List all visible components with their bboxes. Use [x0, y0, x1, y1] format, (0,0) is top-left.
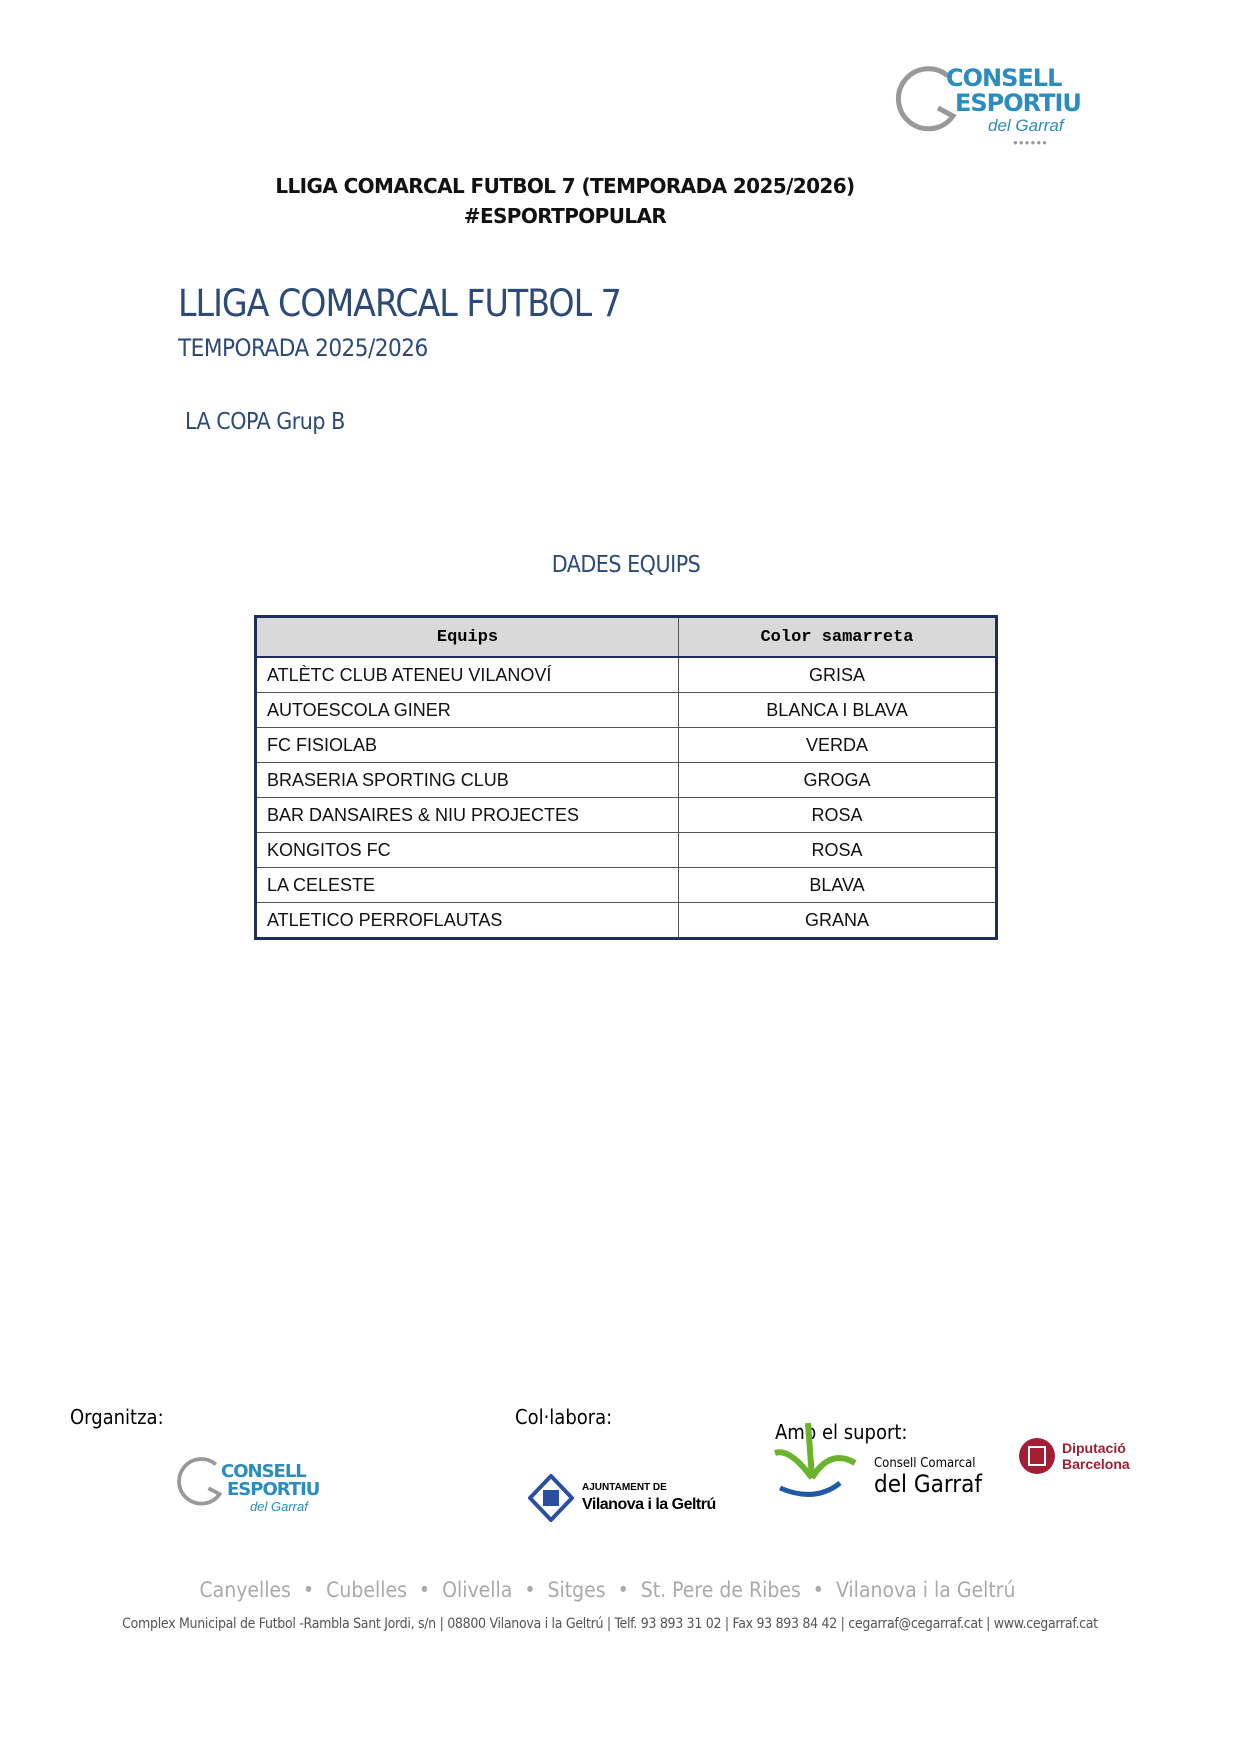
team-name: AUTOESCOLA GINER — [256, 693, 679, 728]
logo-swirl-icon — [175, 1457, 227, 1509]
shirt-color: ROSA — [679, 798, 997, 833]
organitza-label: Organitza: — [70, 1405, 164, 1429]
diputacio-emblem-icon — [1018, 1437, 1056, 1475]
section-title: DADES EQUIPS — [551, 552, 701, 578]
logo-line2: ESPORTIU — [227, 1479, 320, 1500]
team-name: FC FISIOLAB — [256, 728, 679, 763]
team-name: ATLÈTC CLUB ATENEU VILANOVÍ — [256, 657, 679, 693]
table-row — [256, 868, 997, 903]
group-title: LA COPA Grup B — [185, 409, 345, 435]
team-name: BAR DANSAIRES & NIU PROJECTES — [256, 798, 679, 833]
shirt-color: GRISA — [679, 657, 997, 693]
town: St. Pere de Ribes — [640, 1578, 801, 1602]
logo-line3: del Garraf — [988, 116, 1064, 135]
column-header-color: Color samarreta — [679, 617, 997, 658]
table-header-row — [256, 617, 997, 658]
towns-list: Canyelles • Cubelles • Olivella • Sitges • St. Pere de Ribes • Vilanova i la Geltrú — [199, 1578, 1016, 1602]
consell-comarcal-line2: del Garraf — [874, 1470, 982, 1498]
suport-label: Amb el suport: — [775, 1420, 908, 1444]
logo-line1: CONSELL — [946, 64, 1062, 92]
ajuntament-line1: AJUNTAMENT DE — [582, 1482, 667, 1493]
table-row — [256, 833, 997, 868]
logo-dots: ●●●●●● — [1013, 138, 1048, 147]
column-header-teams: Equips — [256, 617, 679, 658]
shirt-color: VERDA — [679, 728, 997, 763]
table-row — [256, 763, 997, 798]
town: Canyelles — [199, 1578, 292, 1602]
consell-esportiu-logo — [893, 62, 1081, 154]
team-name: KONGITOS FC — [256, 833, 679, 868]
header-line2: #ESPORTPOPULAR — [463, 204, 667, 228]
teams-table — [254, 615, 998, 940]
ajuntament-logo — [528, 1474, 748, 1524]
shirt-color: GROGA — [679, 763, 997, 798]
plant-icon — [770, 1418, 870, 1498]
table-row — [256, 693, 997, 728]
collabora-label: Col·labora: — [515, 1405, 613, 1429]
town: Sitges — [547, 1578, 606, 1602]
diputacio-line2: Barcelona — [1062, 1456, 1130, 1472]
logo-line1: CONSELL — [221, 1461, 306, 1482]
consell-comarcal-logo — [770, 1418, 990, 1508]
ajuntament-shield-icon — [528, 1474, 574, 1522]
logo-line3: del Garraf — [250, 1499, 308, 1514]
town: Cubelles — [326, 1578, 407, 1602]
organizer-logo — [175, 1455, 325, 1525]
table-row — [256, 798, 997, 833]
diputacio-logo — [1018, 1437, 1148, 1477]
footer-address: Complex Municipal de Futbol -Rambla Sant Jordi, s/n | 08800 Vilanova i la Geltrú | Telf. 93 893 31 02 | Fax 93 893 84 42 | cegarraf@cegarraf.cat | www.cegarraf.cat — [122, 1616, 1098, 1632]
shirt-color: GRANA — [679, 903, 997, 939]
table-row — [256, 728, 997, 763]
town: Vilanova i la Geltrú — [835, 1578, 1016, 1602]
page-title: LLIGA COMARCAL FUTBOL 7 — [178, 282, 621, 325]
diputacio-line1: Diputació — [1062, 1440, 1126, 1456]
team-name: LA CELESTE — [256, 868, 679, 903]
shirt-color: ROSA — [679, 833, 997, 868]
team-name: BRASERIA SPORTING CLUB — [256, 763, 679, 798]
season-subtitle: TEMPORADA 2025/2026 — [178, 334, 428, 362]
town: Olivella — [442, 1578, 513, 1602]
consell-comarcal-line1: Consell Comarcal — [874, 1456, 976, 1471]
logo-line2: ESPORTIU — [955, 89, 1081, 117]
ajuntament-line2: Vilanova i la Geltrú — [582, 1496, 716, 1513]
table-row — [256, 657, 997, 693]
shirt-color: BLANCA I BLAVA — [679, 693, 997, 728]
shirt-color: BLAVA — [679, 868, 997, 903]
table-row — [256, 903, 997, 939]
header-line1: LLIGA COMARCAL FUTBOL 7 (TEMPORADA 2025/2026) — [275, 174, 855, 198]
team-name: ATLETICO PERROFLAUTAS — [256, 903, 679, 939]
